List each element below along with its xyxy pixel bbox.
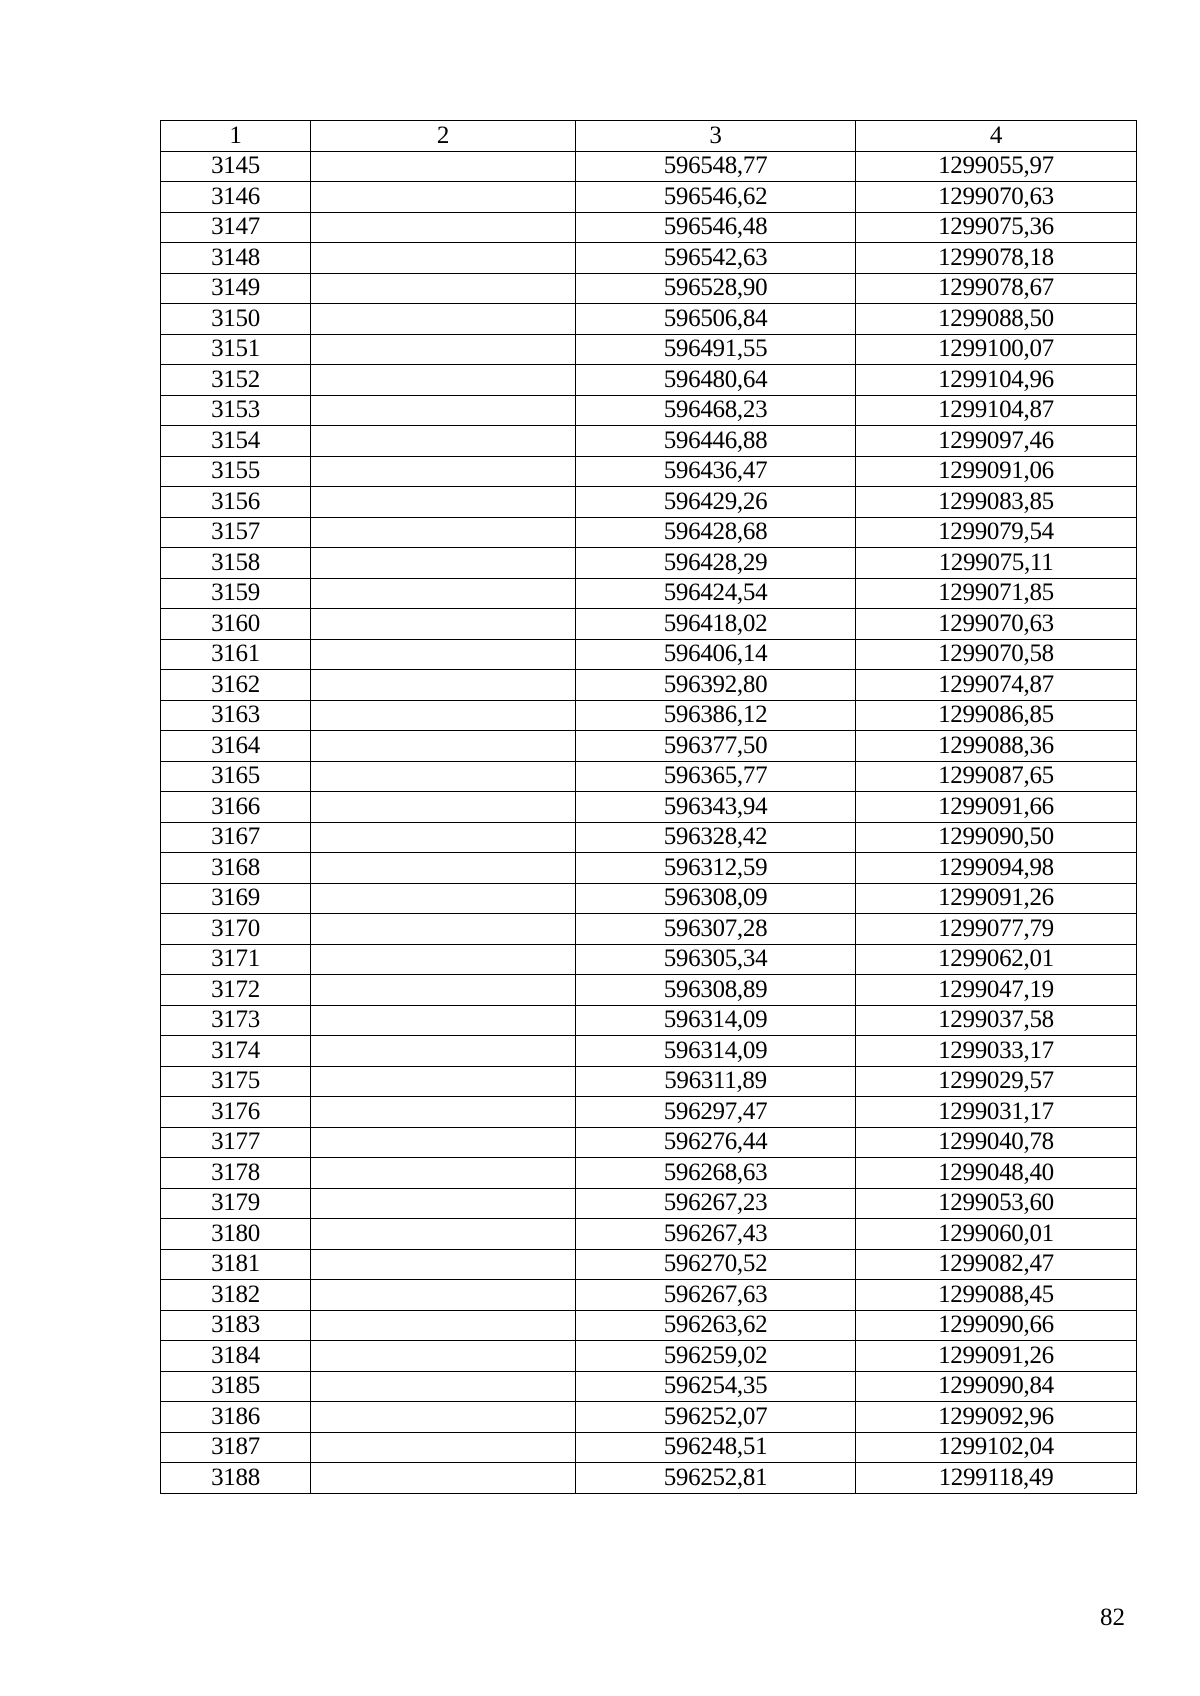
y-coordinate-cell: 1299055,97 [856,151,1137,182]
x-coordinate-cell: 596546,48 [576,212,856,243]
x-coordinate-cell: 596314,09 [576,1036,856,1067]
empty-cell [311,1066,576,1097]
y-coordinate-cell: 1299048,40 [856,1158,1137,1189]
x-coordinate-cell: 596252,07 [576,1402,856,1433]
empty-cell [311,151,576,182]
empty-cell [311,548,576,579]
point-number-cell: 3164 [161,731,311,762]
empty-cell [311,883,576,914]
page-number: 82 [1100,1604,1125,1631]
empty-cell [311,1097,576,1128]
x-coordinate-cell: 596429,26 [576,487,856,518]
table-row [161,517,1137,548]
table-row [161,609,1137,640]
empty-cell [311,1402,576,1433]
table-row [161,487,1137,518]
table-row [161,1036,1137,1067]
table-row [161,1158,1137,1189]
empty-cell [311,670,576,701]
x-coordinate-cell: 596268,63 [576,1158,856,1189]
y-coordinate-cell: 1299070,58 [856,639,1137,670]
y-coordinate-cell: 1299083,85 [856,487,1137,518]
point-number-cell: 3182 [161,1280,311,1311]
empty-cell [311,334,576,365]
point-number-cell: 3181 [161,1249,311,1280]
x-coordinate-cell: 596267,23 [576,1188,856,1219]
y-coordinate-cell: 1299104,96 [856,365,1137,396]
y-coordinate-cell: 1299075,36 [856,212,1137,243]
empty-cell [311,1005,576,1036]
empty-cell [311,517,576,548]
point-number-cell: 3158 [161,548,311,579]
y-coordinate-cell: 1299088,50 [856,304,1137,335]
y-coordinate-cell: 1299071,85 [856,578,1137,609]
y-coordinate-cell: 1299102,04 [856,1432,1137,1463]
empty-cell [311,304,576,335]
x-coordinate-cell: 596392,80 [576,670,856,701]
x-coordinate-cell: 596446,88 [576,426,856,457]
point-number-cell: 3159 [161,578,311,609]
x-coordinate-cell: 596506,84 [576,304,856,335]
point-number-cell: 3173 [161,1005,311,1036]
point-number-cell: 3172 [161,975,311,1006]
empty-cell [311,395,576,426]
empty-cell [311,1310,576,1341]
point-number-cell: 3161 [161,639,311,670]
table-row [161,1127,1137,1158]
empty-cell [311,700,576,731]
table-row [161,273,1137,304]
point-number-cell: 3166 [161,792,311,823]
table-row [161,212,1137,243]
point-number-cell: 3150 [161,304,311,335]
x-coordinate-cell: 596343,94 [576,792,856,823]
table-row [161,975,1137,1006]
empty-cell [311,487,576,518]
point-number-cell: 3183 [161,1310,311,1341]
y-coordinate-cell: 1299029,57 [856,1066,1137,1097]
point-number-cell: 3156 [161,487,311,518]
x-coordinate-cell: 596276,44 [576,1127,856,1158]
point-number-cell: 3175 [161,1066,311,1097]
empty-cell [311,1463,576,1494]
x-coordinate-cell: 596248,51 [576,1432,856,1463]
x-coordinate-cell: 596528,90 [576,273,856,304]
empty-cell [311,761,576,792]
table-row [161,670,1137,701]
y-coordinate-cell: 1299091,06 [856,456,1137,487]
table-row [161,395,1137,426]
point-number-cell: 3178 [161,1158,311,1189]
y-coordinate-cell: 1299091,66 [856,792,1137,823]
point-number-cell: 3168 [161,853,311,884]
y-coordinate-cell: 1299060,01 [856,1219,1137,1250]
empty-cell [311,1341,576,1372]
empty-cell [311,426,576,457]
point-number-cell: 3169 [161,883,311,914]
point-number-cell: 3162 [161,670,311,701]
empty-cell [311,944,576,975]
table-row [161,243,1137,274]
y-coordinate-cell: 1299104,87 [856,395,1137,426]
empty-cell [311,914,576,945]
y-coordinate-cell: 1299082,47 [856,1249,1137,1280]
point-number-cell: 3177 [161,1127,311,1158]
x-coordinate-cell: 596263,62 [576,1310,856,1341]
table-row [161,761,1137,792]
x-coordinate-cell: 596542,63 [576,243,856,274]
point-number-cell: 3145 [161,151,311,182]
point-number-cell: 3155 [161,456,311,487]
x-coordinate-cell: 596314,09 [576,1005,856,1036]
x-coordinate-cell: 596308,09 [576,883,856,914]
y-coordinate-cell: 1299100,07 [856,334,1137,365]
y-coordinate-cell: 1299091,26 [856,883,1137,914]
table-row [161,792,1137,823]
point-number-cell: 3151 [161,334,311,365]
y-coordinate-cell: 1299088,36 [856,731,1137,762]
y-coordinate-cell: 1299074,87 [856,670,1137,701]
empty-cell [311,243,576,274]
point-number-cell: 3170 [161,914,311,945]
x-coordinate-cell: 596548,77 [576,151,856,182]
y-coordinate-cell: 1299118,49 [856,1463,1137,1494]
point-number-cell: 3185 [161,1371,311,1402]
x-coordinate-cell: 596377,50 [576,731,856,762]
empty-cell [311,822,576,853]
empty-cell [311,639,576,670]
y-coordinate-cell: 1299091,26 [856,1341,1137,1372]
x-coordinate-cell: 596252,81 [576,1463,856,1494]
x-coordinate-cell: 596468,23 [576,395,856,426]
x-coordinate-cell: 596365,77 [576,761,856,792]
table-row [161,334,1137,365]
x-coordinate-cell: 596254,35 [576,1371,856,1402]
empty-cell [311,273,576,304]
table-row [161,304,1137,335]
x-coordinate-cell: 596267,63 [576,1280,856,1311]
table-row [161,731,1137,762]
point-number-cell: 3180 [161,1219,311,1250]
y-coordinate-cell: 1299090,50 [856,822,1137,853]
table-row [161,1310,1137,1341]
table-row [161,639,1137,670]
empty-cell [311,212,576,243]
empty-cell [311,792,576,823]
y-coordinate-cell: 1299078,67 [856,273,1137,304]
empty-cell [311,1127,576,1158]
column-header-1: 1 [161,121,311,152]
x-coordinate-cell: 596386,12 [576,700,856,731]
table-header [161,121,1137,152]
y-coordinate-cell: 1299094,98 [856,853,1137,884]
empty-cell [311,182,576,213]
point-number-cell: 3154 [161,426,311,457]
y-coordinate-cell: 1299088,45 [856,1280,1137,1311]
x-coordinate-cell: 596311,89 [576,1066,856,1097]
point-number-cell: 3160 [161,609,311,640]
y-coordinate-cell: 1299070,63 [856,182,1137,213]
table-row [161,1371,1137,1402]
table-row [161,944,1137,975]
y-coordinate-cell: 1299087,65 [856,761,1137,792]
point-number-cell: 3187 [161,1432,311,1463]
x-coordinate-cell: 596428,29 [576,548,856,579]
table-row [161,1341,1137,1372]
empty-cell [311,365,576,396]
point-number-cell: 3149 [161,273,311,304]
empty-cell [311,1036,576,1067]
empty-cell [311,1249,576,1280]
point-number-cell: 3184 [161,1341,311,1372]
table-row [161,1066,1137,1097]
table-row [161,182,1137,213]
x-coordinate-cell: 596436,47 [576,456,856,487]
empty-cell [311,853,576,884]
y-coordinate-cell: 1299090,84 [856,1371,1137,1402]
y-coordinate-cell: 1299040,78 [856,1127,1137,1158]
table-row [161,365,1137,396]
table-row [161,1188,1137,1219]
point-number-cell: 3153 [161,395,311,426]
x-coordinate-cell: 596480,64 [576,365,856,396]
table-row [161,1432,1137,1463]
table-row [161,914,1137,945]
table-row [161,548,1137,579]
empty-cell [311,1188,576,1219]
point-number-cell: 3188 [161,1463,311,1494]
x-coordinate-cell: 596406,14 [576,639,856,670]
x-coordinate-cell: 596428,68 [576,517,856,548]
y-coordinate-cell: 1299075,11 [856,548,1137,579]
x-coordinate-cell: 596259,02 [576,1341,856,1372]
y-coordinate-cell: 1299078,18 [856,243,1137,274]
table-row [161,822,1137,853]
x-coordinate-cell: 596328,42 [576,822,856,853]
x-coordinate-cell: 596424,54 [576,578,856,609]
empty-cell [311,456,576,487]
y-coordinate-cell: 1299090,66 [856,1310,1137,1341]
empty-cell [311,1432,576,1463]
table-row [161,1463,1137,1494]
y-coordinate-cell: 1299047,19 [856,975,1137,1006]
point-number-cell: 3163 [161,700,311,731]
y-coordinate-cell: 1299053,60 [856,1188,1137,1219]
point-number-cell: 3167 [161,822,311,853]
y-coordinate-cell: 1299033,17 [856,1036,1137,1067]
table-row [161,426,1137,457]
y-coordinate-cell: 1299037,58 [856,1005,1137,1036]
y-coordinate-cell: 1299062,01 [856,944,1137,975]
table-row [161,151,1137,182]
x-coordinate-cell: 596418,02 [576,609,856,640]
empty-cell [311,731,576,762]
point-number-cell: 3165 [161,761,311,792]
empty-cell [311,1280,576,1311]
point-number-cell: 3157 [161,517,311,548]
x-coordinate-cell: 596305,34 [576,944,856,975]
empty-cell [311,609,576,640]
point-number-cell: 3176 [161,1097,311,1128]
y-coordinate-cell: 1299097,46 [856,426,1137,457]
table-body [161,151,1137,1493]
x-coordinate-cell: 596267,43 [576,1219,856,1250]
x-coordinate-cell: 596546,62 [576,182,856,213]
column-header-4: 4 [856,121,1137,152]
table-row [161,1249,1137,1280]
empty-cell [311,1371,576,1402]
table-row [161,1280,1137,1311]
coordinates-table [160,120,1137,1494]
x-coordinate-cell: 596307,28 [576,914,856,945]
point-number-cell: 3174 [161,1036,311,1067]
table-row [161,883,1137,914]
point-number-cell: 3171 [161,944,311,975]
point-number-cell: 3147 [161,212,311,243]
table-row [161,700,1137,731]
empty-cell [311,578,576,609]
point-number-cell: 3146 [161,182,311,213]
x-coordinate-cell: 596270,52 [576,1249,856,1280]
point-number-cell: 3186 [161,1402,311,1433]
table-row [161,1219,1137,1250]
empty-cell [311,1158,576,1189]
table-row [161,1097,1137,1128]
y-coordinate-cell: 1299086,85 [856,700,1137,731]
x-coordinate-cell: 596308,89 [576,975,856,1006]
y-coordinate-cell: 1299070,63 [856,609,1137,640]
table-row [161,1005,1137,1036]
table-row [161,456,1137,487]
empty-cell [311,975,576,1006]
column-header-2: 2 [311,121,576,152]
y-coordinate-cell: 1299031,17 [856,1097,1137,1128]
point-number-cell: 3179 [161,1188,311,1219]
point-number-cell: 3152 [161,365,311,396]
table-header-row [161,121,1137,152]
table-row [161,578,1137,609]
y-coordinate-cell: 1299092,96 [856,1402,1137,1433]
table-row [161,1402,1137,1433]
table-row [161,853,1137,884]
column-header-3: 3 [576,121,856,152]
y-coordinate-cell: 1299077,79 [856,914,1137,945]
x-coordinate-cell: 596312,59 [576,853,856,884]
x-coordinate-cell: 596297,47 [576,1097,856,1128]
y-coordinate-cell: 1299079,54 [856,517,1137,548]
point-number-cell: 3148 [161,243,311,274]
empty-cell [311,1219,576,1250]
x-coordinate-cell: 596491,55 [576,334,856,365]
